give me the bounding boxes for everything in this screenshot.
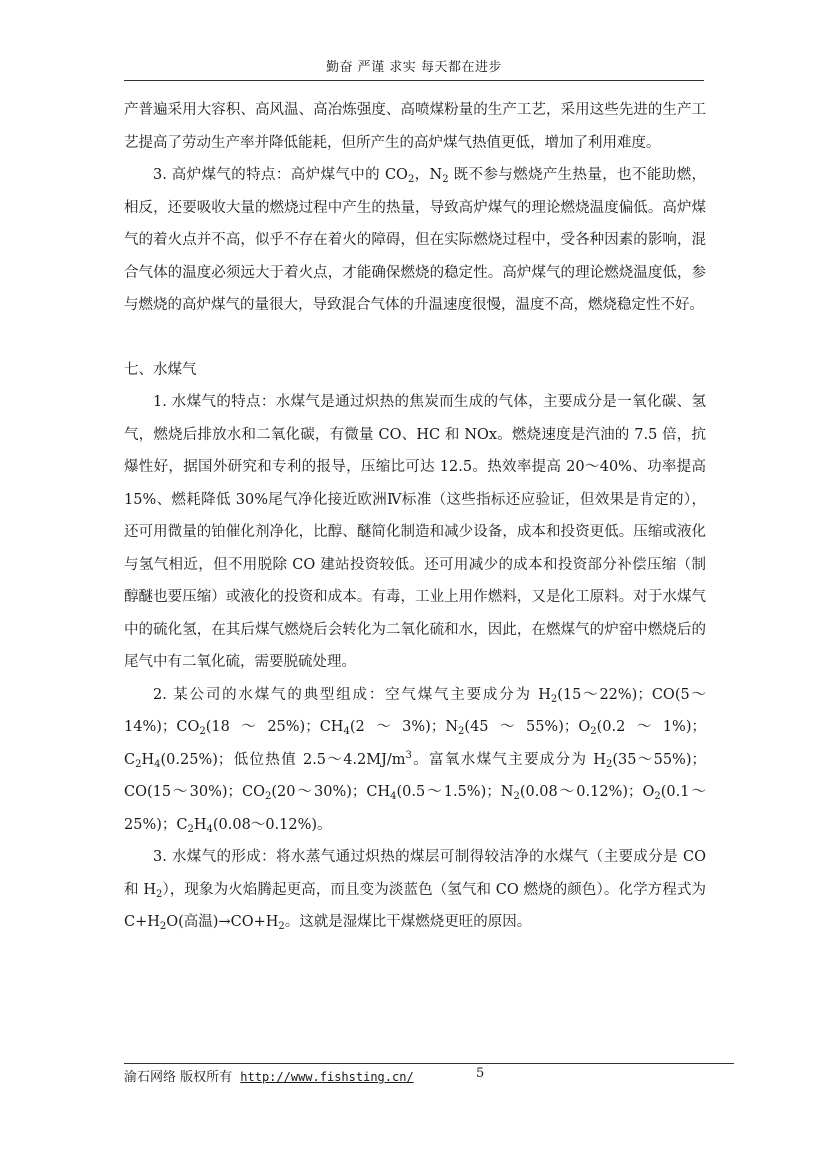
paragraph-water-gas-formation: 3. 水煤气的形成：将水蒸气通过炽热的煤层可制得较洁净的水煤气（主要成分是 CO 和 $H_2$），现象为火焰腾起更高，而且变为淡蓝色（氢气和 CO 燃烧的颜色）。化学方程式为 $C+H_2O$(高温)$\to CO+H_2$。这就是湿煤比干煤燃烧更旺的原因。 — [124, 849, 706, 932]
header-divider — [124, 80, 704, 81]
paragraph-water-gas-features: 1. 水煤气的特点：水煤气是通过炽热的焦炭而生成的气体，主要成分是一氧化碳、氢气，燃烧后排放水和二氧化碳，有微量 CO、HC 和 NOx。燃烧速度是汽油的 7.5 倍，抗爆性好，据国外研究和专利的报导，压缩比可达 12.5。热效率提高 20～40%、功率提高 15%、燃耗降低 30%尾气净化接近欧洲Ⅳ标准（这些指标还应验证，但效果是肯定的），还可用微量的铂催化剂净化，比醇、醚简化制造和减少设备，成本和投资更低。压缩或液化与氢气相近，但不用脱除 CO 建站投资较低。还可用减少的成本和投资部分补偿压缩（制醇醚也要压缩）或液化的投资和成本。有毒，工业上用作燃料，又是化工原料。对于水煤气中的硫化氢，在其后煤气燃烧后会转化为二氧化硫和水，因此，在燃煤气的炉窑中燃烧后的尾气中有二氧化硫，需要脱硫处理。 — [124, 394, 706, 670]
paragraph-continuation: 产普遍采用大容积、高风温、高冶炼强度、高喷煤粉量的生产工艺，采用这些先进的生产工艺提高了劳动生产率并降低能耗，但所产生的高炉煤气热值更低，增加了利用难度。 — [124, 102, 706, 151]
page-header: 勤奋 严谨 求实 每天都在进步 — [326, 60, 502, 75]
page-number: 5 — [476, 1066, 485, 1081]
footer-divider — [124, 1063, 734, 1064]
website-link[interactable]: http://www.fishsting.cn/ — [240, 1070, 414, 1084]
paragraph-water-gas-composition: 2. 某公司的水煤气的典型组成：空气煤气主要成分为 $H_2(15\sim 22\%)$；CO(5～14%)；$CO_2(18\sim 25\%)$；$CH_4(2\sim 3\%)$；$N_2(45\sim 55\%)$；$O_2(0.2\sim 1\%)$；$C_2H_4(0.25\%)$；低位热值 $2.5\sim 4.2MJ/m^3$。富氧水煤气主要成分为 $H_2(35\sim 55\%)$；CO(15～30%)；$CO_2(20\sim 30\%)$；$CH_4(0.5\sim 1.5\%)$；$N_2(0.08\sim 0.12\%)$；$O_2(0.1\sim 25\%)$；$C_2H_4(0.08\sim 0.12\%)$。 — [124, 686, 707, 835]
paragraph-blast-furnace-gas-features: 3. 高炉煤气的特点：高炉煤气中的 $CO_2$，$N_2$ 既不参与燃烧产生热量，也不能助燃，相反，还要吸收大量的燃烧过程中产生的热量，导致高炉煤气的理论燃烧温度偏低。高炉煤气的着火点并不高，似乎不存在着火的障碍，但在实际燃烧过程中，受各种因素的影响，混合气体的温度必须远大于着火点，才能确保燃烧的稳定性。高炉煤气的理论燃烧温度低，参与燃烧的高炉煤气的量很大，导致混合气体的升温速度很慢，温度不高，燃烧稳定性不好。 — [124, 167, 707, 313]
copyright-text: 渝石网络 版权所有 — [124, 1070, 233, 1085]
page-footer — [124, 1066, 485, 1085]
section-heading: 七、水煤气 — [124, 361, 197, 378]
section-gap — [124, 322, 706, 354]
page-body — [124, 94, 706, 939]
